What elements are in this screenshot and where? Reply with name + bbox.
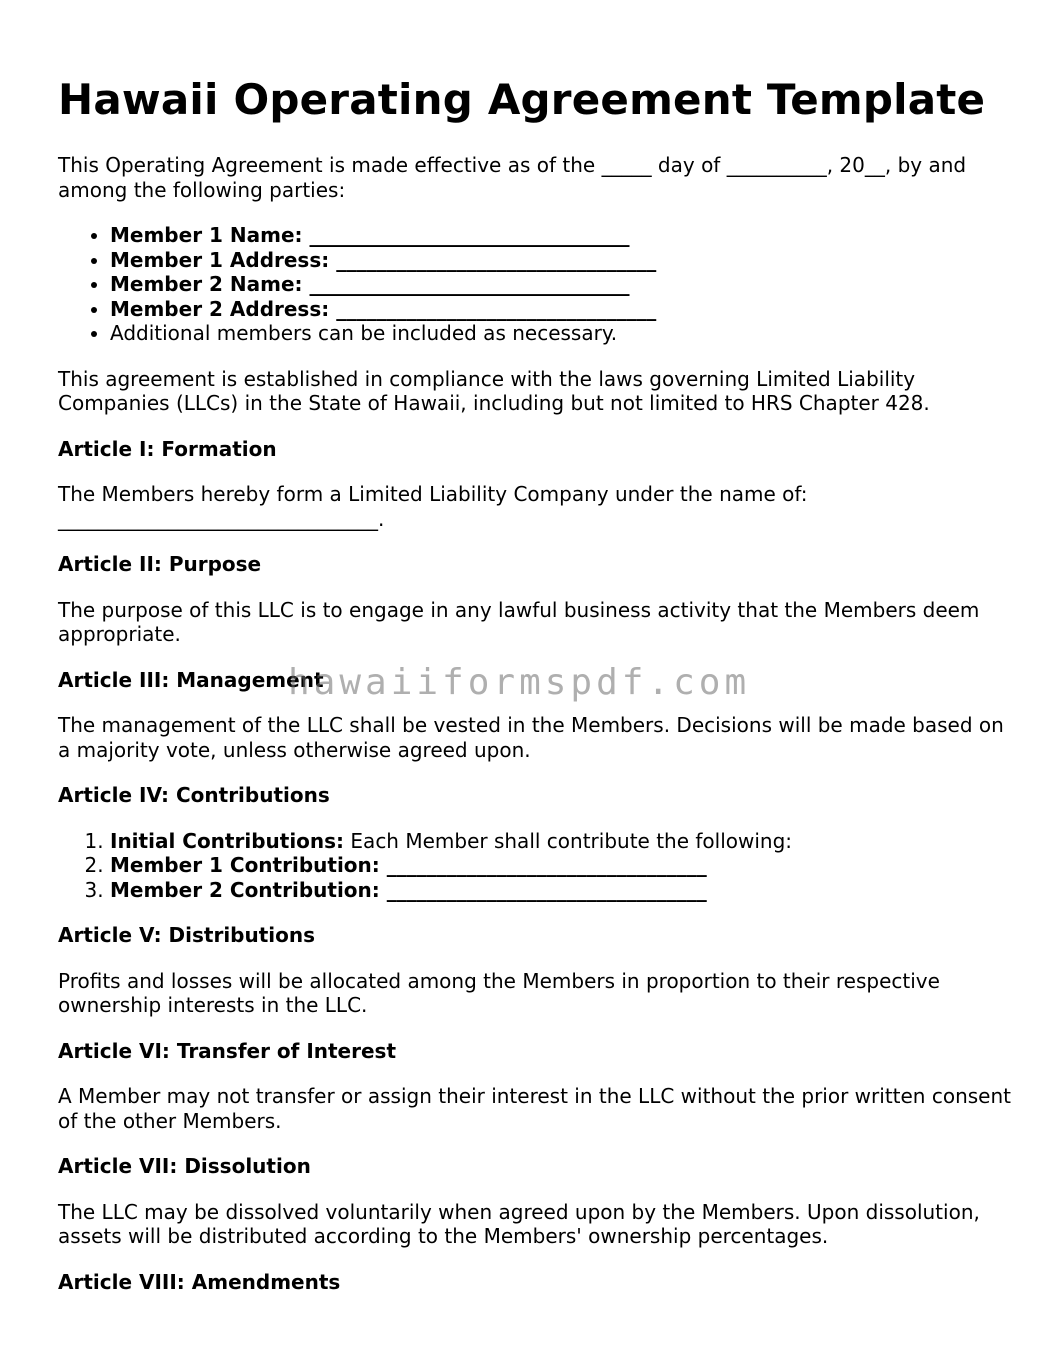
member-2-contribution-label: Member 2 Contribution: (110, 877, 380, 902)
document-title: Hawaii Operating Agreement Template (58, 75, 986, 124)
article-purpose-heading: Article II: Purpose (58, 552, 262, 576)
article-distributions-text: Profits and losses will be allocated among the Members in proportion to their respective ownership interests in the LLC. (58, 968, 940, 1017)
list-item (110, 321, 1018, 346)
member-2-name-label: Member 2 Name: (110, 272, 303, 296)
article-management-text: The management of the LLC shall be vested in the Members. Decisions will be made based on a majority vote, unless otherwise agreed upon. (58, 713, 1004, 762)
list-item (110, 878, 1018, 903)
initial-contributions-label: Initial Contributions: (110, 828, 345, 853)
list-item (110, 829, 1018, 854)
article-amendments-heading: Article VIII: Amendments (58, 1269, 341, 1294)
member-1-name-label: Member 1 Name: (110, 223, 303, 247)
list-item (110, 248, 1018, 273)
article-formation-text: The Members hereby form a Limited Liability Company under the name of: ________________________________. (58, 482, 808, 531)
article-transfer-text: A Member may not transfer or assign their interest in the LLC without the prior written consent of the other Members. (58, 1084, 1011, 1133)
article-contributions-heading: Article IV: Contributions (58, 783, 330, 807)
list-item (110, 297, 1018, 322)
article-dissolution-text: The LLC may be dissolved voluntarily when agreed upon by the Members. Upon dissolution, assets will be distributed according to the Members' ownership percentages. (58, 1199, 980, 1248)
list-item (110, 853, 1018, 878)
member-2-name-blank: ________________________________ (302, 272, 630, 296)
article-transfer-heading: Article VI: Transfer of Interest (58, 1038, 397, 1063)
intro-paragraph: This Operating Agreement is made effective as of the _____ day of __________, 20__, by and among the following parties: (58, 153, 967, 202)
initial-contributions-text: Each Member shall contribute the following: (344, 828, 793, 853)
member-list (58, 223, 1018, 346)
member-2-address-label: Member 2 Address: (110, 296, 330, 321)
member-1-contribution-blank: ________________________________ (379, 853, 707, 877)
member-2-address-blank: ________________________________ (329, 296, 657, 321)
list-item (110, 223, 1018, 248)
article-purpose-text: The purpose of this LLC is to engage in any lawful business activity that the Members deem appropriate. (58, 597, 980, 646)
watermark: hawaiiformspdf.com (288, 662, 751, 703)
article-dissolution-heading: Article VII: Dissolution (58, 1154, 311, 1178)
members-note: Additional members can be included as necessary. (110, 321, 618, 345)
compliance-paragraph: This agreement is established in compliance with the laws governing Limited Liability Companies (LLCs) in the State of Hawaii, including but not limited to HRS Chapter 428. (58, 366, 930, 415)
article-formation-heading: Article I: Formation (58, 436, 277, 461)
list-item (110, 272, 1018, 297)
article-management-heading: Article III: Management (58, 667, 324, 692)
member-1-contribution-label: Member 1 Contribution: (110, 853, 380, 877)
member-1-name-blank: ________________________________ (302, 223, 630, 247)
contributions-list (58, 829, 1018, 903)
article-distributions-heading: Article V: Distributions (58, 923, 316, 947)
member-1-address-label: Member 1 Address: (110, 247, 330, 272)
member-1-address-blank: ________________________________ (329, 247, 657, 272)
member-2-contribution-blank: ________________________________ (379, 877, 707, 902)
document-page (58, 72, 1018, 1315)
